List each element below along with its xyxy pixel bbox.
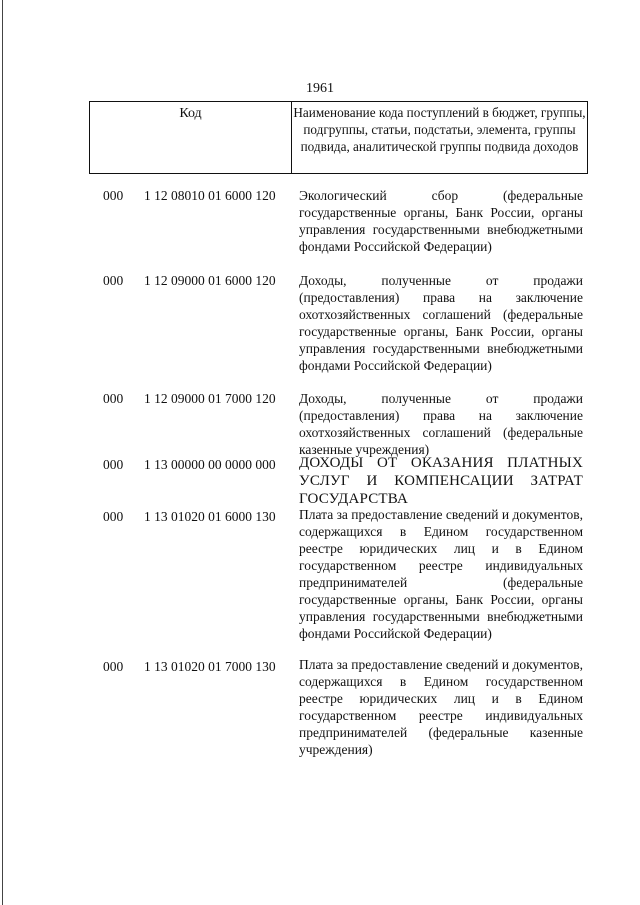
income-name: Доходы, полученные от продажи (предоставления) права на заключение охотхозяйственных соглашений (федеральные государственные органы, Банк России, органы управления государственными внебюджетными фондами Российской Федерации) bbox=[299, 273, 583, 373]
budget-code: 1 13 01020 01 7000 130 bbox=[144, 659, 276, 674]
admin-code: 000 bbox=[103, 188, 124, 203]
income-name: Плата за предоставление сведений и документов, содержащихся в Едином государственном реестре юридических лиц и в Едином государственном реестре индивидуальных предпринимателей (федеральные государственные органы, Банк России, органы управления государственными внебюджетными фондами Российской Федерации) bbox=[299, 507, 583, 641]
budget-code: 1 13 00000 00 0000 000 bbox=[144, 457, 276, 472]
admin-code: 000 bbox=[103, 659, 124, 674]
budget-code: 1 12 09000 01 6000 120 bbox=[144, 273, 276, 288]
income-name: Экологический сбор (федеральные государственные органы, Банк России, органы управления государственными внебюджетными фондами Российской Федерации) bbox=[299, 188, 583, 254]
budget-code: 1 12 09000 01 7000 120 bbox=[144, 391, 276, 406]
page-number: 1961 bbox=[306, 81, 334, 96]
income-name: Плата за предоставление сведений и документов, содержащихся в Едином государственном реестре юридических лиц и в Едином государственном реестре индивидуальных предпринимателей (федеральные казенные учреждения) bbox=[299, 657, 583, 757]
page-edge-line bbox=[2, 0, 3, 905]
budget-code: 1 12 08010 01 6000 120 bbox=[144, 188, 276, 203]
admin-code: 000 bbox=[103, 457, 124, 472]
budget-code: 1 13 01020 01 6000 130 bbox=[144, 509, 276, 524]
income-name: Доходы, полученные от продажи (предоставления) права на заключение охотхозяйственных соглашений (федеральные казенные учреждения) bbox=[299, 391, 583, 457]
admin-code: 000 bbox=[103, 391, 124, 406]
table-header bbox=[89, 101, 588, 174]
income-name: ДОХОДЫ ОТ ОКАЗАНИЯ ПЛАТНЫХ УСЛУГ И КОМПЕНСАЦИИ ЗАТРАТ ГОСУДАРСТВА bbox=[299, 455, 583, 507]
admin-code: 000 bbox=[103, 509, 124, 524]
admin-code: 000 bbox=[103, 273, 124, 288]
header-name-column: Наименование кода поступлений в бюджет, группы, подгруппы, статьи, подстатьи, элемента, группы подвида, аналитической группы подвида доходов bbox=[293, 105, 586, 154]
header-code-column: Код bbox=[90, 102, 292, 173]
